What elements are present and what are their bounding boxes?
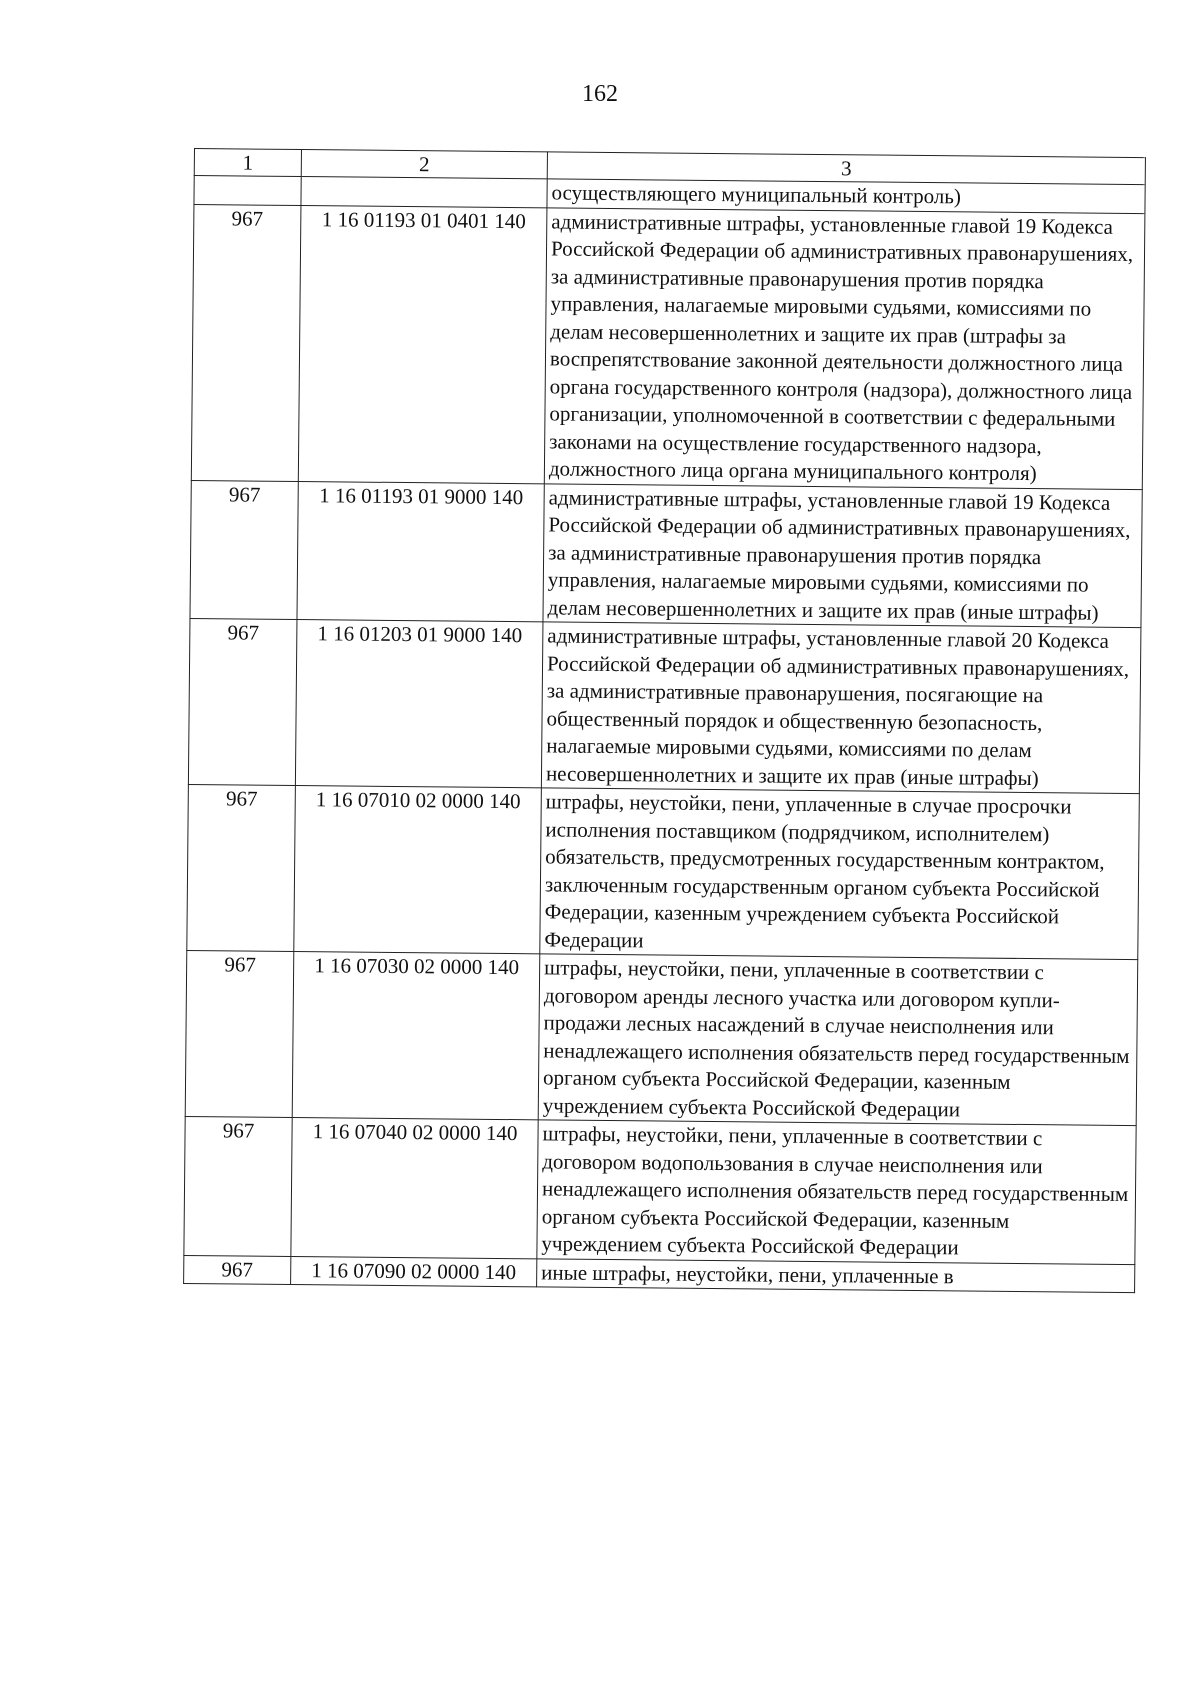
description-cell: административные штрафы, установленные главой 20 Кодекса Российской Федерации об административных правонарушениях, за административные правонарушения, посягающие на общественный порядок и общественную безопасность, налагаемые мировыми судьями, комиссиями по делам несовершеннолетних и защите их прав (иные штрафы) [541, 622, 1141, 794]
header-col-2: 2 [301, 150, 547, 179]
page-number: 162 [582, 81, 618, 107]
description-cell: административные штрафы, установленные главой 19 Кодекса Российской Федерации об административных правонарушениях, за административные правонарушения против порядка управления, налагаемые мировыми судьями, комиссиями по делам несовершеннолетних и защите их прав (штрафы за воспрепятствование законной деятельности должностного лица органа государственного контроля (надзора), должностного лица организации, уполномоченной в соответствии с федеральными законами на осуществление государственного надзора, должностного лица органа муниципального контроля) [544, 207, 1145, 489]
table-row [185, 950, 1138, 1125]
budget-codes-table [183, 148, 1146, 1293]
continuation-description: осуществляющего муниципальный контроль) [547, 179, 1145, 213]
table-row [191, 204, 1145, 489]
kbk-code-cell: 1 16 07010 02 0000 140 [294, 786, 542, 954]
description-cell: штрафы, неустойки, пени, уплаченные в соответствии с договором аренды лесного участка или договором купли-продажи лесных насаждений в случае неисполнения или ненадлежащего исполнения обязательств перед государственным органом субъекта Российской Федерации, казенным учреждением субъекта Российской Федерации [538, 954, 1138, 1126]
table-body [184, 176, 1146, 1293]
continuation-admin-cell [194, 176, 301, 206]
admin-code-cell: 967 [184, 1116, 292, 1256]
table-row [190, 480, 1142, 628]
admin-code-cell: 967 [190, 480, 298, 620]
table-row [184, 1116, 1136, 1264]
kbk-code-cell: 1 16 01193 01 9000 140 [297, 481, 544, 622]
description-cell: штрафы, неустойки, пени, уплаченные в случае просрочки исполнения поставщиком (подрядчиком, исполнителем) обязательств, предусмотренных государственным контрактом, заключенным государственным органом субъекта Российской Федерации, казенным учреждением субъекта Российской Федерации [540, 788, 1140, 960]
admin-code-cell: 967 [191, 204, 301, 481]
description-cell: административные штрафы, установленные главой 19 Кодекса Российской Федерации об административных правонарушениях, за административные правонарушения против порядка управления, налагаемые мировыми судьями, комиссиями по делам несовершеннолетних и защите их прав (иные штрафы) [543, 483, 1142, 627]
kbk-code-cell: 1 16 07030 02 0000 140 [292, 951, 540, 1119]
admin-code-cell: 967 [187, 784, 296, 951]
description-cell: штрафы, неустойки, пени, уплаченные в соответствии с договором водопользования в случае неисполнения или ненадлежащего исполнения обязательств перед государственным органом субъекта Российской Федерации, казенным учреждением субъекта Российской Федерации [537, 1120, 1136, 1264]
admin-code-cell: 967 [188, 618, 297, 785]
admin-code-cell: 967 [184, 1255, 291, 1285]
admin-code-cell: 967 [185, 950, 294, 1117]
kbk-code-cell: 1 16 07090 02 0000 140 [291, 1256, 537, 1287]
kbk-code-cell: 1 16 01203 01 9000 140 [295, 620, 543, 788]
continuation-code-cell [301, 177, 547, 208]
table-row [188, 618, 1141, 793]
kbk-code-cell: 1 16 01193 01 0401 140 [298, 205, 547, 483]
description-cell: иные штрафы, неустойки, пени, уплаченные в [537, 1258, 1135, 1292]
table-row [187, 784, 1140, 959]
header-col-3: 3 [547, 152, 1145, 185]
kbk-code-cell: 1 16 07040 02 0000 140 [291, 1117, 538, 1258]
header-col-1: 1 [194, 149, 301, 177]
